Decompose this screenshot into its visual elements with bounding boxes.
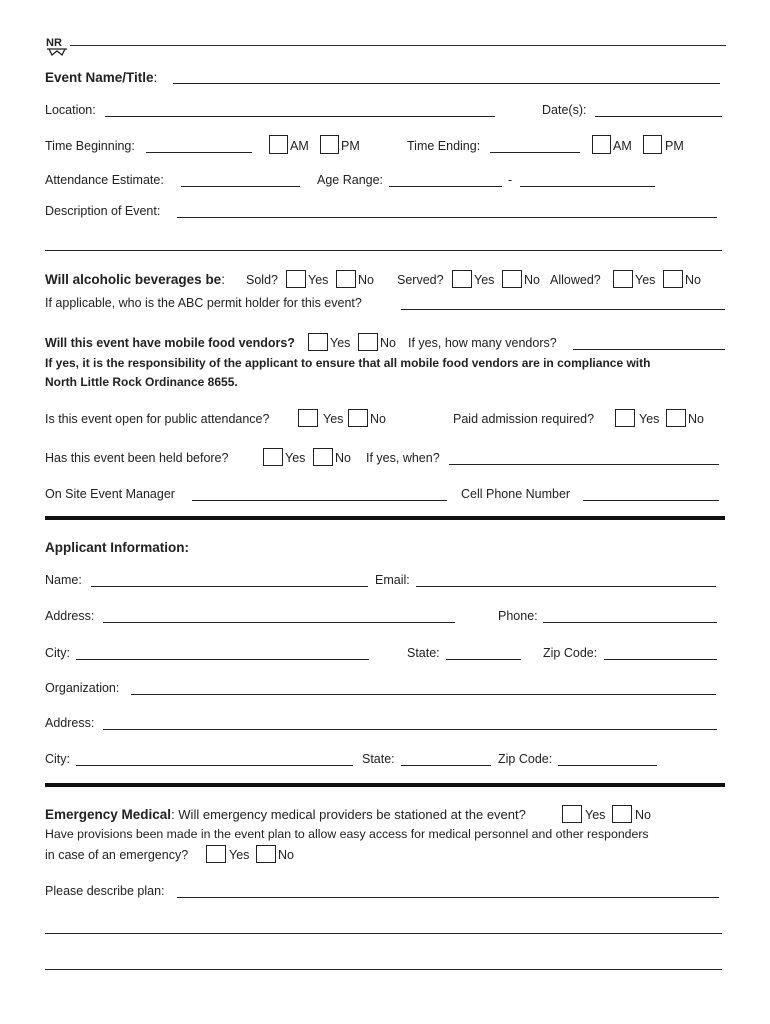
emergency-no-label: No (635, 808, 651, 822)
public-attendance-yes-checkbox[interactable] (298, 409, 318, 427)
describe-plan-field-line-2[interactable] (45, 933, 722, 934)
held-before-no-checkbox[interactable] (313, 448, 333, 466)
vendors-yes-label: Yes (330, 336, 351, 350)
provisions-no-label: No (278, 848, 294, 862)
time-beginning-am-label: AM (290, 139, 309, 153)
time-ending-am-label: AM (613, 139, 632, 153)
age-range-max-field[interactable] (520, 186, 655, 187)
alcohol-served-no-checkbox[interactable] (502, 270, 522, 288)
alcohol-question-row: Will alcoholic beverages be: (45, 272, 225, 287)
city-logo-icon (45, 34, 69, 58)
alcohol-sold-label: Sold? (246, 273, 278, 287)
header-rule (70, 45, 726, 46)
emergency-question-row (45, 807, 526, 823)
section-divider-1 (45, 516, 725, 520)
applicant-name-field[interactable] (91, 586, 368, 587)
time-ending-label: Time Ending: (407, 139, 481, 153)
organization-field[interactable] (131, 694, 716, 695)
vendors-how-many-field[interactable] (573, 349, 725, 350)
alcohol-allowed-no-label: No (685, 273, 701, 287)
cell-phone-label: Cell Phone Number (461, 487, 571, 501)
organization-city-field[interactable] (76, 765, 353, 766)
dates-label: Date(s): (542, 103, 587, 117)
alcohol-allowed-yes-label: Yes (635, 273, 656, 287)
public-attendance-question: Is this event open for public attendance? (45, 412, 270, 426)
svg-text:NR: NR (46, 37, 62, 49)
provisions-yes-label: Yes (229, 848, 250, 862)
alcohol-sold-yes-label: Yes (308, 273, 329, 287)
held-before-question: Has this event been held before? (45, 451, 229, 465)
alcohol-allowed-no-checkbox[interactable] (663, 270, 683, 288)
applicant-email-label: Email: (375, 573, 410, 587)
emergency-heading: Emergency Medical (45, 807, 172, 822)
provisions-yes-checkbox[interactable] (206, 845, 226, 863)
applicant-zip-label: Zip Code: (543, 646, 598, 660)
applicant-name-label: Name: (45, 573, 82, 587)
time-beginning-pm-checkbox[interactable] (320, 135, 339, 154)
applicant-phone-field[interactable] (543, 622, 717, 623)
held-before-no-label: No (335, 451, 351, 465)
abc-permit-label: If applicable, who is the ABC permit holder for this event? (45, 296, 362, 310)
public-attendance-no-checkbox[interactable] (348, 409, 368, 427)
applicant-phone-label: Phone: (498, 609, 538, 623)
time-ending-pm-label: PM (665, 139, 684, 153)
paid-admission-yes-checkbox[interactable] (615, 409, 635, 427)
paid-admission-no-label: No (688, 412, 704, 426)
organization-zip-field[interactable] (558, 765, 657, 766)
organization-state-field[interactable] (401, 765, 491, 766)
alcohol-question: Will alcoholic beverages be (45, 272, 222, 287)
age-range-min-field[interactable] (389, 186, 502, 187)
event-name-field[interactable] (173, 83, 720, 84)
age-range-dash: - (508, 173, 513, 187)
applicant-email-field[interactable] (416, 586, 716, 587)
alcohol-sold-no-checkbox[interactable] (336, 270, 356, 288)
alcohol-served-label: Served? (397, 273, 444, 287)
applicant-address-field[interactable] (103, 622, 455, 623)
description-label: Description of Event: (45, 204, 161, 218)
age-range-label: Age Range: (317, 173, 384, 187)
applicant-state-label: State: (407, 646, 440, 660)
alcohol-served-yes-checkbox[interactable] (452, 270, 472, 288)
time-ending-field[interactable] (490, 152, 580, 153)
paid-admission-no-checkbox[interactable] (666, 409, 686, 427)
organization-address-label: Address: (45, 716, 95, 730)
alcohol-allowed-label: Allowed? (550, 273, 601, 287)
describe-plan-field-line-3[interactable] (45, 969, 722, 970)
location-label: Location: (45, 103, 96, 117)
vendors-how-many-label: If yes, how many vendors? (408, 336, 557, 350)
cell-phone-field[interactable] (583, 500, 719, 501)
location-field[interactable] (105, 116, 495, 117)
attendance-estimate-field[interactable] (181, 186, 300, 187)
vendors-yes-checkbox[interactable] (308, 333, 328, 351)
time-ending-pm-checkbox[interactable] (643, 135, 662, 154)
held-before-yes-checkbox[interactable] (263, 448, 283, 466)
section-divider-2 (45, 783, 725, 787)
abc-permit-field[interactable] (401, 309, 725, 310)
emergency-yes-label: Yes (585, 808, 606, 822)
time-beginning-pm-label: PM (341, 139, 360, 153)
emergency-no-checkbox[interactable] (612, 805, 632, 823)
alcohol-allowed-yes-checkbox[interactable] (613, 270, 633, 288)
organization-city-label: City: (45, 752, 70, 766)
event-manager-label: On Site Event Manager (45, 487, 175, 501)
vendors-question: Will this event have mobile food vendors? (45, 336, 295, 350)
applicant-address-label: Address: (45, 609, 95, 623)
applicant-city-field[interactable] (76, 659, 369, 660)
applicant-state-field[interactable] (446, 659, 521, 660)
vendors-no-label: No (380, 336, 396, 350)
event-name-label: Event Name/Title (45, 70, 154, 85)
attendance-estimate-label: Attendance Estimate: (45, 173, 164, 187)
public-attendance-no-label: No (370, 412, 386, 426)
held-before-when-label: If yes, when? (366, 451, 440, 465)
paid-admission-question: Paid admission required? (453, 412, 595, 426)
event-name-label-row: Event Name/Title: (45, 70, 158, 85)
organization-zip-label: Zip Code: (498, 752, 553, 766)
paid-admission-yes-label: Yes (639, 412, 660, 426)
time-beginning-label: Time Beginning: (45, 139, 135, 153)
alcohol-sold-yes-checkbox[interactable] (286, 270, 306, 288)
time-beginning-am-checkbox[interactable] (269, 135, 288, 154)
applicant-city-label: City: (45, 646, 70, 660)
emergency-question: : Will emergency medical providers be stationed at the event? (171, 807, 526, 822)
dates-field[interactable] (595, 116, 722, 117)
applicant-heading: Applicant Information: (45, 540, 189, 555)
describe-plan-field-line-1[interactable] (177, 897, 719, 898)
applicant-zip-field[interactable] (604, 659, 717, 660)
description-field-line-2[interactable] (45, 250, 722, 251)
describe-plan-label: Please describe plan: (45, 884, 165, 898)
description-field-line-1[interactable] (177, 217, 717, 218)
held-before-when-field[interactable] (449, 464, 719, 465)
emergency-yes-checkbox[interactable] (562, 805, 582, 823)
vendors-notice-line-2: North Little Rock Ordinance 8655. (45, 375, 238, 389)
vendors-no-checkbox[interactable] (358, 333, 378, 351)
public-attendance-yes-label: Yes (323, 412, 344, 426)
alcohol-served-yes-label: Yes (474, 273, 495, 287)
provisions-line-1: Have provisions been made in the event plan to allow easy access for medical personnel and other responders (45, 827, 649, 841)
organization-address-field[interactable] (103, 729, 717, 730)
organization-state-label: State: (362, 752, 395, 766)
event-manager-field[interactable] (192, 500, 447, 501)
time-beginning-field[interactable] (146, 152, 252, 153)
held-before-yes-label: Yes (285, 451, 306, 465)
vendors-notice-line-1: If yes, it is the responsibility of the applicant to ensure that all mobile food vendors are in compliance with (45, 356, 651, 370)
alcohol-sold-no-label: No (358, 273, 374, 287)
provisions-line-2: in case of an emergency? (45, 848, 189, 862)
alcohol-served-no-label: No (524, 273, 540, 287)
provisions-no-checkbox[interactable] (256, 845, 276, 863)
organization-label: Organization: (45, 681, 120, 695)
time-ending-am-checkbox[interactable] (592, 135, 611, 154)
